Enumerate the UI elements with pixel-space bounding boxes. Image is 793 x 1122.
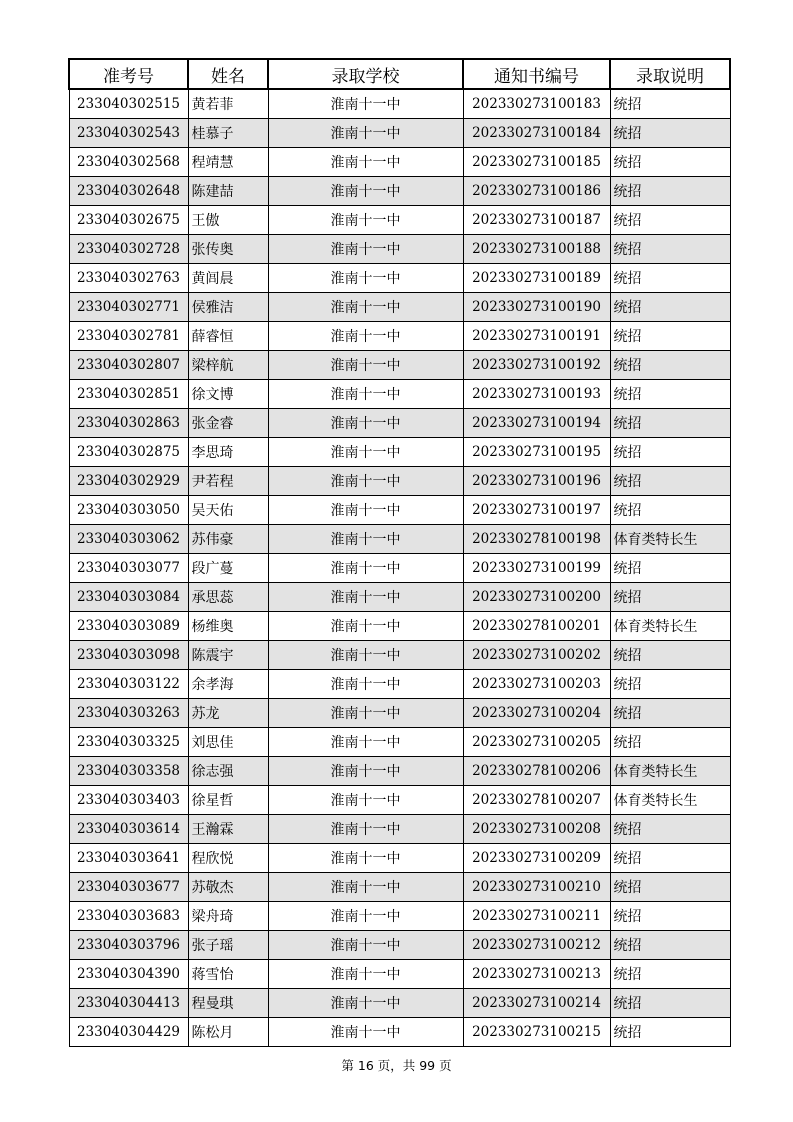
notice-number-cell: 202330273100195 — [463, 438, 610, 467]
notice-number-cell: 202330273100211 — [463, 902, 610, 931]
admission-note-cell: 统招 — [610, 554, 730, 583]
table-row — [69, 989, 730, 1018]
table-row — [69, 931, 730, 960]
notice-number-cell: 202330273100184 — [463, 119, 610, 148]
admission-note-cell: 统招 — [610, 728, 730, 757]
name-cell: 程靖慧 — [188, 148, 268, 177]
exam-number-cell: 233040303089 — [69, 612, 188, 641]
school-cell: 淮南十一中 — [268, 235, 463, 264]
notice-number-cell: 202330273100197 — [463, 496, 610, 525]
table-row — [69, 177, 730, 206]
admission-note-cell: 统招 — [610, 931, 730, 960]
header-admission-note: 录取说明 — [610, 59, 730, 89]
name-cell: 段广蔓 — [188, 554, 268, 583]
table-row — [69, 699, 730, 728]
school-cell: 淮南十一中 — [268, 322, 463, 351]
admission-note-cell: 统招 — [610, 119, 730, 148]
notice-number-cell: 202330273100194 — [463, 409, 610, 438]
table-row — [69, 612, 730, 641]
name-cell: 徐星哲 — [188, 786, 268, 815]
school-cell: 淮南十一中 — [268, 496, 463, 525]
exam-number-cell: 233040302781 — [69, 322, 188, 351]
name-cell: 苏伟豪 — [188, 525, 268, 554]
notice-number-cell: 202330273100196 — [463, 467, 610, 496]
notice-number-cell: 202330273100212 — [463, 931, 610, 960]
exam-number-cell: 233040303677 — [69, 873, 188, 902]
table-header-row — [69, 59, 730, 89]
notice-number-cell: 202330273100191 — [463, 322, 610, 351]
school-cell: 淮南十一中 — [268, 757, 463, 786]
name-cell: 李思琦 — [188, 438, 268, 467]
name-cell: 苏敬杰 — [188, 873, 268, 902]
admission-table — [68, 58, 731, 1047]
table-row — [69, 873, 730, 902]
name-cell: 张传奥 — [188, 235, 268, 264]
name-cell: 苏龙 — [188, 699, 268, 728]
table-row — [69, 844, 730, 873]
notice-number-cell: 202330278100206 — [463, 757, 610, 786]
admission-note-cell: 统招 — [610, 322, 730, 351]
notice-number-cell: 202330278100198 — [463, 525, 610, 554]
notice-number-cell: 202330273100190 — [463, 293, 610, 322]
name-cell: 程曼琪 — [188, 989, 268, 1018]
admission-note-cell: 体育类特长生 — [610, 757, 730, 786]
notice-number-cell: 202330278100207 — [463, 786, 610, 815]
table-row — [69, 293, 730, 322]
table-row — [69, 757, 730, 786]
table-row — [69, 322, 730, 351]
school-cell: 淮南十一中 — [268, 409, 463, 438]
table-row — [69, 467, 730, 496]
table-row — [69, 525, 730, 554]
exam-number-cell: 233040302543 — [69, 119, 188, 148]
school-cell: 淮南十一中 — [268, 119, 463, 148]
school-cell: 淮南十一中 — [268, 206, 463, 235]
table-row — [69, 351, 730, 380]
name-cell: 张子瑶 — [188, 931, 268, 960]
name-cell: 桂慕子 — [188, 119, 268, 148]
name-cell: 侯雅洁 — [188, 293, 268, 322]
admission-note-cell: 统招 — [610, 496, 730, 525]
school-cell: 淮南十一中 — [268, 844, 463, 873]
admission-note-cell: 统招 — [610, 177, 730, 206]
school-cell: 淮南十一中 — [268, 525, 463, 554]
school-cell: 淮南十一中 — [268, 583, 463, 612]
school-cell: 淮南十一中 — [268, 815, 463, 844]
name-cell: 王傲 — [188, 206, 268, 235]
name-cell: 余孝海 — [188, 670, 268, 699]
exam-number-cell: 233040302807 — [69, 351, 188, 380]
school-cell: 淮南十一中 — [268, 612, 463, 641]
admission-note-cell: 统招 — [610, 1018, 730, 1047]
table-row — [69, 554, 730, 583]
admission-note-cell: 统招 — [610, 235, 730, 264]
admission-note-cell: 统招 — [610, 583, 730, 612]
notice-number-cell: 202330273100193 — [463, 380, 610, 409]
notice-number-cell: 202330273100204 — [463, 699, 610, 728]
notice-number-cell: 202330273100185 — [463, 148, 610, 177]
exam-number-cell: 233040302771 — [69, 293, 188, 322]
school-cell: 淮南十一中 — [268, 264, 463, 293]
table-row — [69, 815, 730, 844]
admission-note-cell: 统招 — [610, 351, 730, 380]
table-row — [69, 119, 730, 148]
admission-note-cell: 统招 — [610, 380, 730, 409]
school-cell: 淮南十一中 — [268, 1018, 463, 1047]
exam-number-cell: 233040303050 — [69, 496, 188, 525]
notice-number-cell: 202330273100183 — [463, 89, 610, 119]
school-cell: 淮南十一中 — [268, 438, 463, 467]
school-cell: 淮南十一中 — [268, 699, 463, 728]
school-cell: 淮南十一中 — [268, 641, 463, 670]
school-cell: 淮南十一中 — [268, 931, 463, 960]
exam-number-cell: 233040303263 — [69, 699, 188, 728]
header-exam-number: 准考号 — [69, 59, 188, 89]
notice-number-cell: 202330273100214 — [463, 989, 610, 1018]
admission-note-cell: 统招 — [610, 699, 730, 728]
school-cell: 淮南十一中 — [268, 989, 463, 1018]
table-row — [69, 89, 730, 119]
header-school: 录取学校 — [268, 59, 463, 89]
exam-number-cell: 233040302863 — [69, 409, 188, 438]
name-cell: 陈松月 — [188, 1018, 268, 1047]
admission-note-cell: 统招 — [610, 844, 730, 873]
table-row — [69, 583, 730, 612]
header-notice-number: 通知书编号 — [463, 59, 610, 89]
school-cell: 淮南十一中 — [268, 177, 463, 206]
name-cell: 徐文博 — [188, 380, 268, 409]
exam-number-cell: 233040304413 — [69, 989, 188, 1018]
notice-number-cell: 202330273100188 — [463, 235, 610, 264]
exam-number-cell: 233040303641 — [69, 844, 188, 873]
admission-note-cell: 统招 — [610, 641, 730, 670]
notice-number-cell: 202330273100208 — [463, 815, 610, 844]
table-row — [69, 438, 730, 467]
exam-number-cell: 233040304429 — [69, 1018, 188, 1047]
notice-number-cell: 202330273100205 — [463, 728, 610, 757]
exam-number-cell: 233040303325 — [69, 728, 188, 757]
admission-note-cell: 统招 — [610, 960, 730, 989]
exam-number-cell: 233040302929 — [69, 467, 188, 496]
school-cell: 淮南十一中 — [268, 554, 463, 583]
admission-note-cell: 统招 — [610, 293, 730, 322]
notice-number-cell: 202330273100215 — [463, 1018, 610, 1047]
admission-note-cell: 统招 — [610, 409, 730, 438]
table-row — [69, 264, 730, 293]
exam-number-cell: 233040302728 — [69, 235, 188, 264]
school-cell: 淮南十一中 — [268, 89, 463, 119]
exam-number-cell: 233040303062 — [69, 525, 188, 554]
name-cell: 王瀚霖 — [188, 815, 268, 844]
exam-number-cell: 233040303098 — [69, 641, 188, 670]
name-cell: 陈建喆 — [188, 177, 268, 206]
notice-number-cell: 202330273100200 — [463, 583, 610, 612]
notice-number-cell: 202330273100187 — [463, 206, 610, 235]
school-cell: 淮南十一中 — [268, 960, 463, 989]
name-cell: 陈震宇 — [188, 641, 268, 670]
notice-number-cell: 202330273100186 — [463, 177, 610, 206]
name-cell: 徐志强 — [188, 757, 268, 786]
notice-number-cell: 202330273100209 — [463, 844, 610, 873]
school-cell: 淮南十一中 — [268, 293, 463, 322]
name-cell: 尹若程 — [188, 467, 268, 496]
school-cell: 淮南十一中 — [268, 467, 463, 496]
name-cell: 承思蕊 — [188, 583, 268, 612]
notice-number-cell: 202330273100192 — [463, 351, 610, 380]
admission-note-cell: 统招 — [610, 438, 730, 467]
notice-number-cell: 202330273100199 — [463, 554, 610, 583]
admission-note-cell: 统招 — [610, 670, 730, 699]
exam-number-cell: 233040303796 — [69, 931, 188, 960]
table-row — [69, 409, 730, 438]
name-cell: 吴天佑 — [188, 496, 268, 525]
table-row — [69, 380, 730, 409]
table-row — [69, 728, 730, 757]
name-cell: 杨维奥 — [188, 612, 268, 641]
school-cell: 淮南十一中 — [268, 728, 463, 757]
notice-number-cell: 202330273100203 — [463, 670, 610, 699]
table-row — [69, 641, 730, 670]
school-cell: 淮南十一中 — [268, 380, 463, 409]
name-cell: 梁梓航 — [188, 351, 268, 380]
school-cell: 淮南十一中 — [268, 670, 463, 699]
admission-note-cell: 体育类特长生 — [610, 786, 730, 815]
school-cell: 淮南十一中 — [268, 902, 463, 931]
table-row — [69, 786, 730, 815]
admission-note-cell: 体育类特长生 — [610, 612, 730, 641]
admission-note-cell: 统招 — [610, 989, 730, 1018]
exam-number-cell: 233040303084 — [69, 583, 188, 612]
admission-note-cell: 统招 — [610, 206, 730, 235]
table-row — [69, 206, 730, 235]
exam-number-cell: 233040302515 — [69, 89, 188, 119]
notice-number-cell: 202330278100201 — [463, 612, 610, 641]
school-cell: 淮南十一中 — [268, 351, 463, 380]
exam-number-cell: 233040303614 — [69, 815, 188, 844]
page-footer: 第 16 页，共 99 页 — [341, 1058, 452, 1073]
name-cell: 薛睿恒 — [188, 322, 268, 351]
exam-number-cell: 233040302763 — [69, 264, 188, 293]
table-body — [69, 89, 730, 1047]
exam-number-cell: 233040303683 — [69, 902, 188, 931]
exam-number-cell: 233040303077 — [69, 554, 188, 583]
admission-note-cell: 统招 — [610, 902, 730, 931]
exam-number-cell: 233040303403 — [69, 786, 188, 815]
name-cell: 刘思佳 — [188, 728, 268, 757]
school-cell: 淮南十一中 — [268, 148, 463, 177]
admission-note-cell: 统招 — [610, 89, 730, 119]
admission-note-cell: 统招 — [610, 148, 730, 177]
exam-number-cell: 233040302675 — [69, 206, 188, 235]
notice-number-cell: 202330273100213 — [463, 960, 610, 989]
admission-note-cell: 统招 — [610, 873, 730, 902]
table-row — [69, 148, 730, 177]
exam-number-cell: 233040302851 — [69, 380, 188, 409]
table-row — [69, 670, 730, 699]
name-cell: 蒋雪怡 — [188, 960, 268, 989]
admission-note-cell: 统招 — [610, 815, 730, 844]
admission-note-cell: 统招 — [610, 467, 730, 496]
name-cell: 黄若菲 — [188, 89, 268, 119]
exam-number-cell: 233040302568 — [69, 148, 188, 177]
exam-number-cell: 233040304390 — [69, 960, 188, 989]
notice-number-cell: 202330273100210 — [463, 873, 610, 902]
header-name: 姓名 — [188, 59, 268, 89]
exam-number-cell: 233040303358 — [69, 757, 188, 786]
table-row — [69, 496, 730, 525]
name-cell: 张金睿 — [188, 409, 268, 438]
admission-note-cell: 体育类特长生 — [610, 525, 730, 554]
notice-number-cell: 202330273100189 — [463, 264, 610, 293]
table-row — [69, 902, 730, 931]
school-cell: 淮南十一中 — [268, 873, 463, 902]
school-cell: 淮南十一中 — [268, 786, 463, 815]
exam-number-cell: 233040303122 — [69, 670, 188, 699]
name-cell: 黄闾晨 — [188, 264, 268, 293]
name-cell: 梁舟琦 — [188, 902, 268, 931]
table-row — [69, 1018, 730, 1047]
exam-number-cell: 233040302648 — [69, 177, 188, 206]
exam-number-cell: 233040302875 — [69, 438, 188, 467]
table-row — [69, 960, 730, 989]
table-row — [69, 235, 730, 264]
admission-note-cell: 统招 — [610, 264, 730, 293]
name-cell: 程欣悦 — [188, 844, 268, 873]
notice-number-cell: 202330273100202 — [463, 641, 610, 670]
